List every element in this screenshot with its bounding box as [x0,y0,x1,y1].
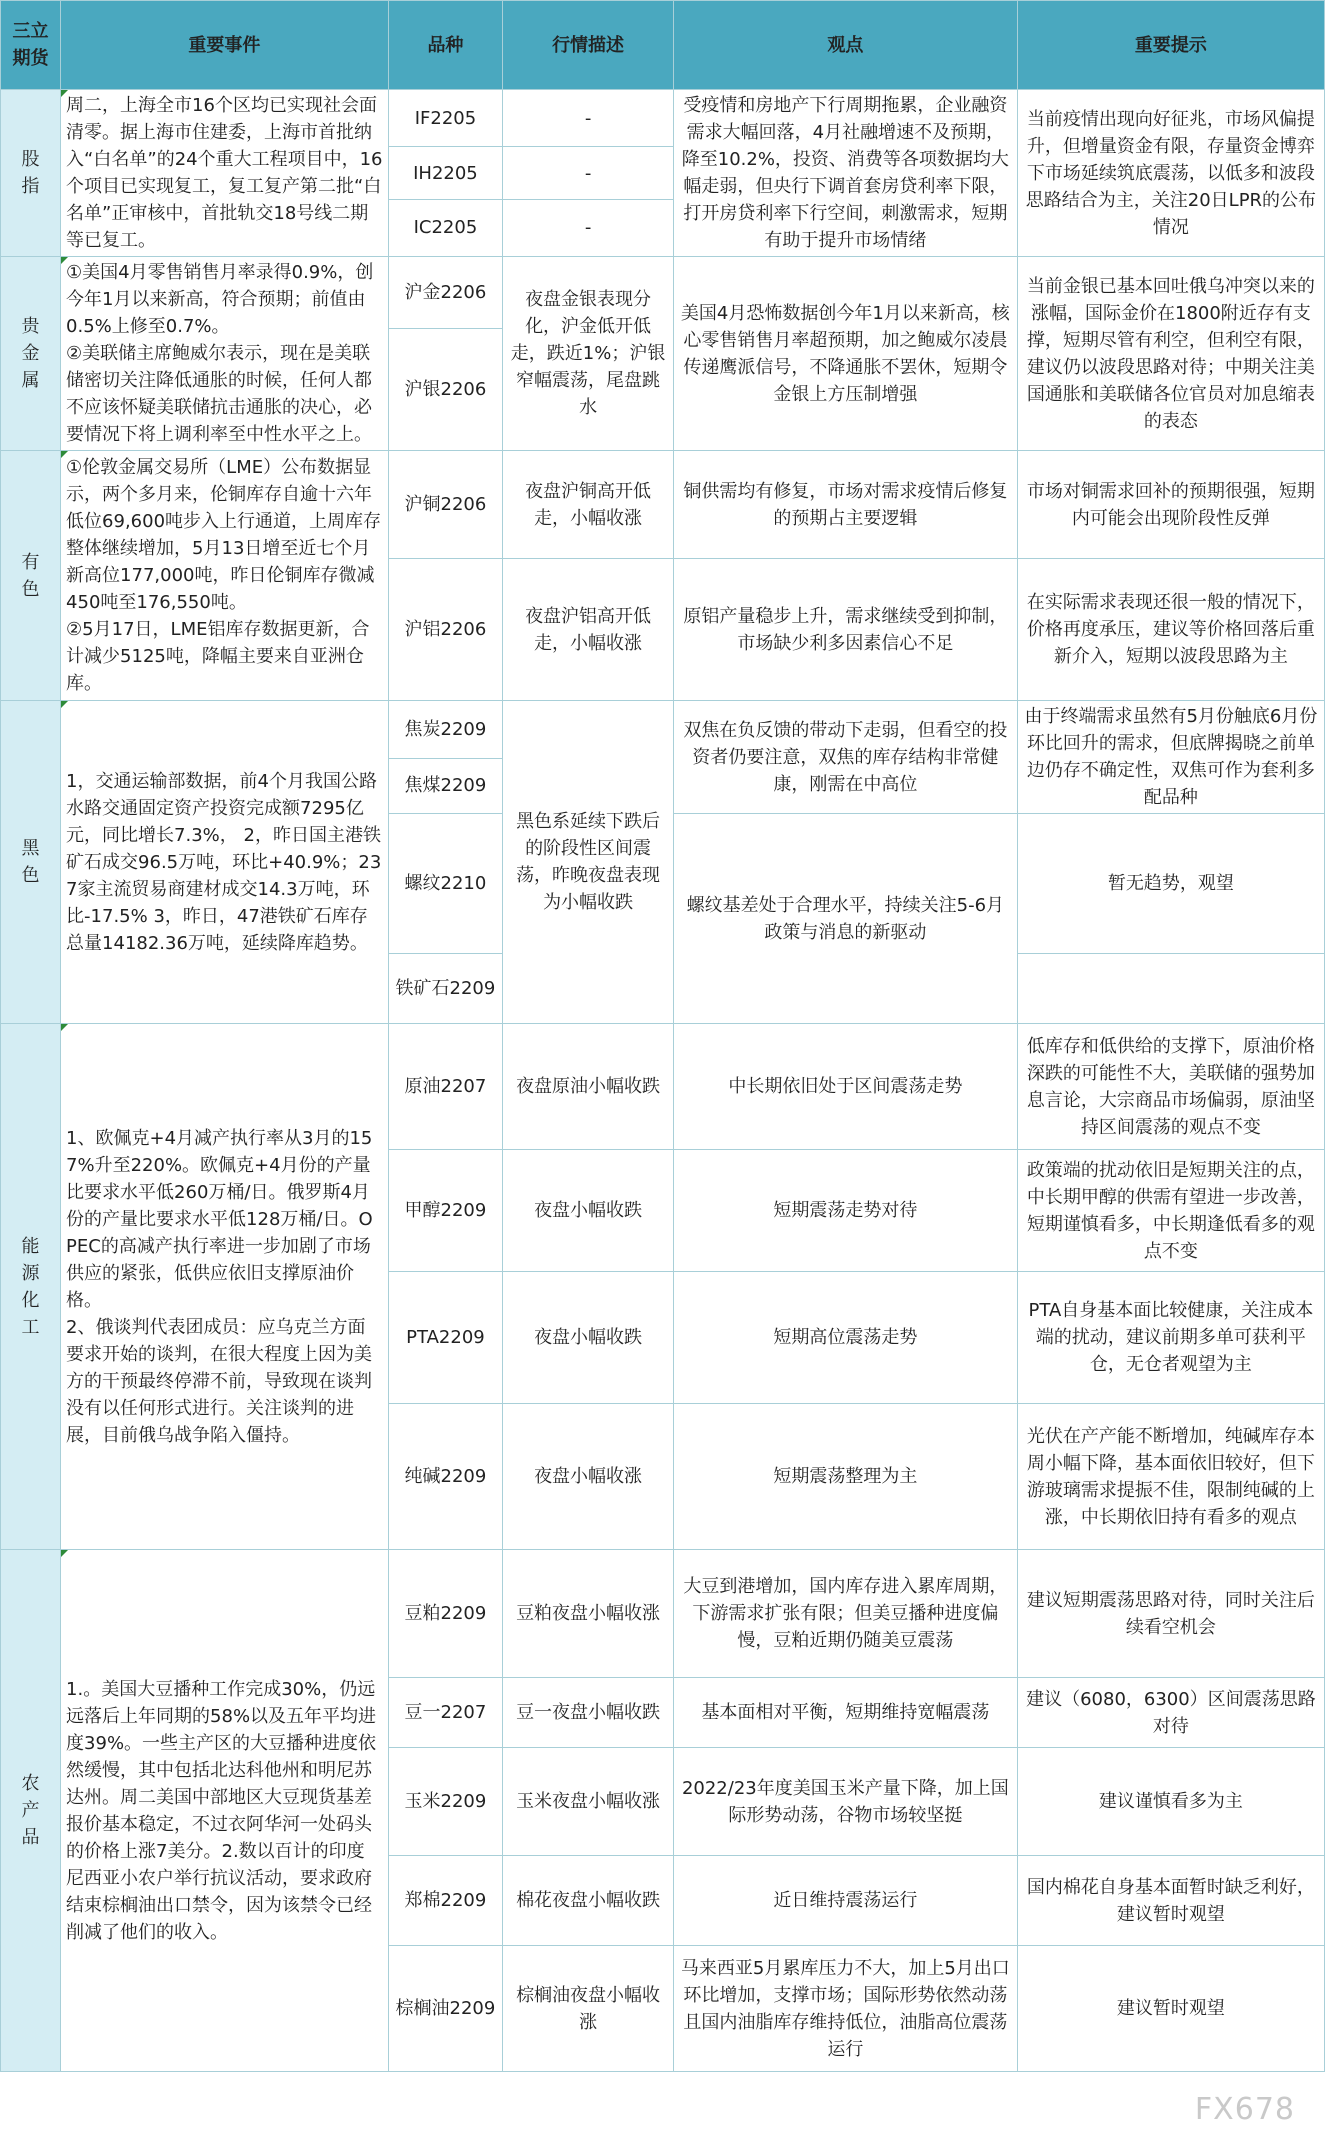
sector-label-stock: 股指 [1,90,61,257]
view-text: 短期高位震荡走势 [673,1272,1017,1404]
variety-code: 沪铝2206 [388,559,503,701]
market-desc: 夜盘原油小幅收跌 [503,1024,674,1150]
col-header-view: 观点 [673,1,1017,90]
variety-code: 沪铜2206 [388,451,503,559]
event-text-stock: 周二，上海全市16个区均已实现社会面清零。据上海市住建委，上海市首批纳入“白名单”的24个重大工程项目中，16个项目已实现复工，复工复产第二批“白名单”正审核中，首批轨交18号线二期等已复工。 [61,90,389,257]
variety-code: PTA2209 [388,1272,503,1404]
view-text: 原铝产量稳步上升，需求继续受到抑制，市场缺少利多因素信心不足 [673,559,1017,701]
firm-name: 三立期货 [1,1,61,90]
event-text-metal: ①美国4月零售销售月率录得0.9%，创今年1月以来新高，符合预期；前值由0.5%上修至0.7%。 ②美联储主席鲍威尔表示，现在是美联储密切关注降低通胀的时候，任何人都不应该怀疑美联储抗击通胀的决心，必要情况下将上调利率至中性水平之上。 [61,257,389,451]
table-row [1,1024,1325,1150]
tips-text: 低库存和低供给的支撑下，原油价格深跌的可能性不大，美联储的强势加息言论，大宗商品市场偏弱，原油坚持区间震荡的观点不变 [1017,1024,1324,1150]
tips-text: 建议（6080，6300）区间震荡思路对待 [1017,1678,1324,1748]
view-text-coke: 双焦在负反馈的带动下走弱，但看空的投资者仍要注意，双焦的库存结构非常健康，刚需在中高位 [673,701,1017,814]
event-text-energy: 1、欧佩克+4月减产执行率从3月的157%升至220%。欧佩克+4月份的产量比要求水平低260万桶/日。俄罗斯4月份的产量比要求水平低128万桶/日。OPEC的高减产执行率进一步加剧了市场供应的紧张，低供应依旧支撑原油价格。 2、俄谈判代表团成员：应乌克兰方面要求开始的谈判，在很大程度上因为美方的干预最终停滞不前，导致现在谈判没有以任何形式进行。关注谈判的进展，目前俄乌战争陷入僵持。 [61,1024,389,1550]
tips-text: 政策端的扰动依旧是短期关注的点，中长期甲醇的供需有望进一步改善，短期谨慎看多，中长期逢低看多的观点不变 [1017,1150,1324,1272]
market-desc: 豆一夜盘小幅收跌 [503,1678,674,1748]
event-text-nonferrous: ①伦敦金属交易所（LME）公布数据显示，两个多月来，伦铜库存自逾十六年低位69,600吨步入上行通道，上周库存整体继续增加，5月13日增至近七个月新高位177,000吨，昨日伦铜库存微减450吨至176,550吨。 ②5月17日，LME铝库存数据更新，合计减少5125吨，降幅主要来自亚洲仓库。 [61,451,389,701]
table-row [1,1550,1325,1678]
market-desc: 夜盘沪铜高开低走，小幅收涨 [503,451,674,559]
market-desc: 棉花夜盘小幅收跌 [503,1856,674,1946]
watermark-logo: FX678 [1194,2092,1295,2127]
view-text: 2022/23年度美国玉米产量下降，加上国际形势动荡，谷物市场较坚挺 [673,1748,1017,1856]
variety-code: 豆一2207 [388,1678,503,1748]
tips-text: 建议暂时观望 [1017,1946,1324,2072]
variety-code: IC2205 [388,199,503,256]
variety-code: 豆粕2209 [388,1550,503,1678]
market-desc: - [503,199,674,256]
market-desc: 夜盘沪铝高开低走，小幅收涨 [503,559,674,701]
tips-text: 建议短期震荡思路对待，同时关注后续看空机会 [1017,1550,1324,1678]
tips-text: 在实际需求表现还很一般的情况下，价格再度承压，建议等价格回落后重新介入，短期以波段思路为主 [1017,559,1324,701]
table-row [1,257,1325,329]
sector-label-energy: 能源化工 [1,1024,61,1550]
header-row [1,1,1325,90]
variety-code: 棕榈油2209 [388,1946,503,2072]
market-desc: 玉米夜盘小幅收涨 [503,1748,674,1856]
event-text-agri: 1.。美国大豆播种工作完成30%，仍远远落后上年同期的58%以及五年平均进度39%。一些主产区的大豆播种进度依然缓慢，其中包括北达科他州和明尼苏达州。周二美国中部地区大豆现货基差报价基本稳定，不过衣阿华河一处码头的价格上涨7美分。2.数以百计的印度尼西亚小农户举行抗议活动，要求政府结束棕榈油出口禁令，因为该禁令已经削减了他们的收入。 [61,1550,389,2072]
variety-code: 玉米2209 [388,1748,503,1856]
col-header-variety: 品种 [388,1,503,90]
view-text-rebar: 螺纹基差处于合理水平，持续关注5-6月政策与消息的新驱动 [673,814,1017,1024]
event-text-ferrous: 1，交通运输部数据，前4个月我国公路水路交通固定资产投资完成额7295亿元，同比增长7.3%， 2，昨日国主港铁矿石成交96.5万吨，环比+40.9%；237家主流贸易商建材成交14.3万吨，环比-17.5% 3，昨日，47港铁矿石库存总量14182.36万吨，延续降库趋势。 [61,701,389,1024]
col-header-tips: 重要提示 [1017,1,1324,90]
tips-text: 建议谨慎看多为主 [1017,1748,1324,1856]
variety-code: 沪金2206 [388,257,503,329]
view-text: 短期震荡整理为主 [673,1404,1017,1550]
variety-code: 纯碱2209 [388,1404,503,1550]
variety-code: 焦煤2209 [388,758,503,813]
market-desc: 夜盘小幅收涨 [503,1404,674,1550]
view-text: 大豆到港增加，国内库存进入累库周期，下游需求扩张有限；但美豆播种进度偏慢，豆粕近期仍随美豆震荡 [673,1550,1017,1678]
market-desc: 豆粕夜盘小幅收涨 [503,1550,674,1678]
empty-cell [1017,954,1324,1024]
market-desc-metal: 夜盘金银表现分化，沪金低开低走，跌近1%；沪银窄幅震荡，尾盘跳水 [503,257,674,451]
tips-text: 光伏在产产能不断增加，纯碱库存本周小幅下降，基本面依旧较好，但下游玻璃需求提振不佳，限制纯碱的上涨，中长期依旧持有看多的观点 [1017,1404,1324,1550]
view-text: 中长期依旧处于区间震荡走势 [673,1024,1017,1150]
variety-code: 铁矿石2209 [388,954,503,1024]
market-desc: - [503,90,674,147]
col-header-events: 重要事件 [61,1,389,90]
view-text: 铜供需均有修复，市场对需求疫情后修复的预期占主要逻辑 [673,451,1017,559]
view-text: 近日维持震荡运行 [673,1856,1017,1946]
sector-label-metal: 贵金属 [1,257,61,451]
variety-code: 沪银2206 [388,328,503,450]
variety-code: 甲醇2209 [388,1150,503,1272]
variety-code: 螺纹2210 [388,814,503,954]
variety-code: 原油2207 [388,1024,503,1150]
view-text-metal: 美国4月恐怖数据创今年1月以来新高，核心零售销售月率超预期，加之鲍威尔凌晨传递鹰派信号，不降通胀不罢休，短期令金银上方压制增强 [673,257,1017,451]
sector-label-nonferrous: 有色 [1,451,61,701]
tips-text-metal: 当前金银已基本回吐俄乌冲突以来的涨幅，国际金价在1800附近存有支撑，短期尽管有利空，但利空有限，建议仍以波段思路对待；中期关注美国通胀和美联储各位官员对加息缩表的表态 [1017,257,1324,451]
variety-code: IF2205 [388,90,503,147]
table-row [1,701,1325,759]
market-desc-ferrous: 黑色系延续下跌后的阶段性区间震荡，昨晚夜盘表现为小幅收跌 [503,701,674,1024]
tips-text-rebar: 暂无趋势，观望 [1017,814,1324,954]
market-desc: - [503,147,674,199]
view-text: 短期震荡走势对待 [673,1150,1017,1272]
variety-code: 焦炭2209 [388,701,503,759]
market-desc: 棕榈油夜盘小幅收涨 [503,1946,674,2072]
tips-text: 国内棉花自身基本面暂时缺乏利好，建议暂时观望 [1017,1856,1324,1946]
view-text: 马来西亚5月累库压力不大，加上5月出口环比增加，支撑市场；国际形势依然动荡且国内油脂库存维持低位，油脂高位震荡运行 [673,1946,1017,2072]
sector-label-ferrous: 黑色 [1,701,61,1024]
sector-label-agri: 农产品 [1,1550,61,2072]
variety-code: 郑棉2209 [388,1856,503,1946]
view-text-stock: 受疫情和房地产下行周期拖累，企业融资需求大幅回落，4月社融增速不及预期，降至10.2%，投资、消费等各项数据均大幅走弱，但央行下调首套房贷利率下限，打开房贷利率下行空间，刺激需求，短期有助于提升市场情绪 [673,90,1017,257]
tips-text: PTA自身基本面比较健康，关注成本端的扰动，建议前期多单可获利平仓，无仓者观望为主 [1017,1272,1324,1404]
variety-code: IH2205 [388,147,503,199]
tips-text: 市场对铜需求回补的预期很强，短期内可能会出现阶段性反弹 [1017,451,1324,559]
table-row [1,90,1325,147]
market-desc: 夜盘小幅收跌 [503,1272,674,1404]
tips-text-coke: 由于终端需求虽然有5月份触底6月份环比回升的需求，但底牌揭晓之前单边仍存不确定性，双焦可作为套利多配品种 [1017,701,1324,814]
tips-text-stock: 当前疫情出现向好征兆，市场风偏提升，但增量资金有限，存量资金博弈下市场延续筑底震荡，以低多和波段思路结合为主，关注20日LPR的公布情况 [1017,90,1324,257]
market-desc: 夜盘小幅收跌 [503,1150,674,1272]
table-row [1,451,1325,559]
col-header-desc: 行情描述 [503,1,674,90]
view-text: 基本面相对平衡，短期维持宽幅震荡 [673,1678,1017,1748]
